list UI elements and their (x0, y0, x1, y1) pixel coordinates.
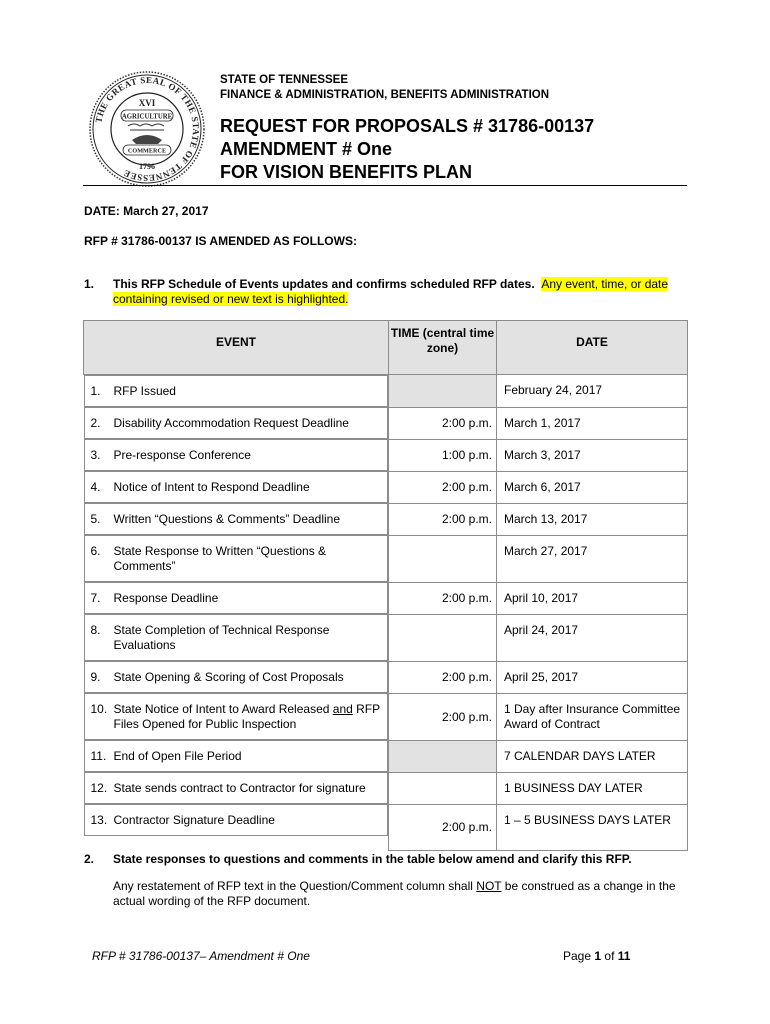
event-cell: 12. State sends contract to Contractor for signature (84, 772, 389, 804)
item-2-number: 2. (84, 852, 95, 866)
header-event: EVENT (84, 321, 389, 375)
date-cell: March 27, 2017 (497, 535, 688, 582)
title-line-2: AMENDMENT # One (220, 139, 393, 159)
event-cell: 1. RFP Issued (84, 375, 389, 407)
time-cell: 2:00 p.m. (389, 804, 497, 850)
state-seal (88, 70, 206, 188)
date-cell: February 24, 2017 (497, 375, 688, 408)
table-row (84, 614, 688, 661)
table-row (84, 375, 688, 408)
item-2 (84, 852, 684, 866)
date-cell: April 25, 2017 (497, 661, 688, 693)
seal-year: 1796 (139, 162, 155, 171)
event-cell: 3. Pre-response Conference (84, 439, 389, 471)
time-cell: 1:00 p.m. (389, 439, 497, 471)
item-2-text: State responses to questions and comments in the table below amend and clarify this RFP. (113, 852, 632, 866)
table-row (84, 693, 688, 740)
table-row (84, 804, 688, 850)
time-cell (389, 614, 497, 661)
table-header-row (84, 321, 688, 375)
time-cell (389, 535, 497, 582)
seal-agriculture: AGRICULTURE (121, 113, 173, 121)
seal-numeral: XVI (138, 98, 156, 108)
table-row (84, 535, 688, 582)
table-row (84, 772, 688, 804)
time-cell (389, 740, 497, 772)
date-cell: 1 Day after Insurance Committee Award of Contract (497, 693, 688, 740)
event-cell: 2. Disability Accommodation Request Deadline (84, 407, 389, 439)
table-row (84, 740, 688, 772)
time-cell: 2:00 p.m. (389, 503, 497, 535)
table-row (84, 661, 688, 693)
item-1-number: 1. (84, 277, 95, 291)
date-cell: March 3, 2017 (497, 439, 688, 471)
date-cell: 7 CALENDAR DAYS LATER (497, 740, 688, 772)
schedule-of-events-table (83, 320, 688, 851)
document-header (220, 73, 594, 184)
table-row (84, 582, 688, 614)
header-time: TIME (central time zone) (389, 321, 497, 375)
header-date: DATE (497, 321, 688, 375)
document-title (220, 115, 594, 184)
time-cell: 2:00 p.m. (389, 471, 497, 503)
date-cell: 1 – 5 BUSINESS DAYS LATER (497, 804, 688, 850)
date-line: DATE: March 27, 2017 (84, 204, 209, 218)
date-cell: April 10, 2017 (497, 582, 688, 614)
date-cell: March 13, 2017 (497, 503, 688, 535)
date-cell: April 24, 2017 (497, 614, 688, 661)
table-row (84, 407, 688, 439)
item-1 (84, 277, 684, 307)
time-cell (389, 772, 497, 804)
event-cell: 11. End of Open File Period (84, 740, 389, 772)
table-row (84, 503, 688, 535)
event-cell: 6. State Response to Written “Questions & Comments” (84, 535, 389, 582)
time-cell: 2:00 p.m. (389, 582, 497, 614)
agency-name: FINANCE & ADMINISTRATION, BENEFITS ADMINISTRATION (220, 89, 550, 101)
seal-commerce: COMMERCE (127, 147, 167, 155)
event-cell: 4. Notice of Intent to Respond Deadline (84, 471, 389, 503)
title-line-3: FOR VISION BENEFITS PLAN (220, 162, 473, 182)
item-1-text: This RFP Schedule of Events updates and confirms scheduled RFP dates. (113, 277, 535, 291)
table-row (84, 471, 688, 503)
seal-ring-text: THE GREAT SEAL OF THE STATE OF TENNESSEE (93, 74, 202, 184)
table-row (84, 439, 688, 471)
date-cell: March 6, 2017 (497, 471, 688, 503)
event-cell: 7. Response Deadline (84, 582, 389, 614)
state-name: STATE OF TENNESSEE (220, 74, 349, 86)
time-cell: 2:00 p.m. (389, 407, 497, 439)
title-line-1: REQUEST FOR PROPOSALS # 31786-00137 (220, 116, 595, 136)
event-cell: 13. Contractor Signature Deadline (84, 804, 389, 836)
restatement-paragraph: Any restatement of RFP text in the Question/Comment column shall NOT be construed as a change in the actual wording of the RFP document. (113, 879, 676, 908)
event-cell: 10. State Notice of Intent to Award Released and RFP Files Opened for Public Inspection (84, 693, 389, 740)
date-cell: March 1, 2017 (497, 407, 688, 439)
date-cell: 1 BUSINESS DAY LATER (497, 772, 688, 804)
footer-rfp-reference: RFP # 31786-00137– Amendment # One (92, 949, 310, 963)
amended-line: RFP # 31786-00137 IS AMENDED AS FOLLOWS: (84, 234, 357, 248)
event-cell: 8. State Completion of Technical Response Evaluations (84, 614, 389, 661)
time-cell: 2:00 p.m. (389, 693, 497, 740)
header-divider (83, 185, 687, 186)
footer-page-number: Page 1 of 11 (563, 949, 631, 963)
event-cell: 5. Written “Questions & Comments” Deadline (84, 503, 389, 535)
event-cell: 9. State Opening & Scoring of Cost Proposals (84, 661, 389, 693)
time-cell (389, 375, 497, 408)
time-cell: 2:00 p.m. (389, 661, 497, 693)
item-1-highlight: Any event, time, or date containing revised or new text is highlighted. (113, 277, 669, 306)
